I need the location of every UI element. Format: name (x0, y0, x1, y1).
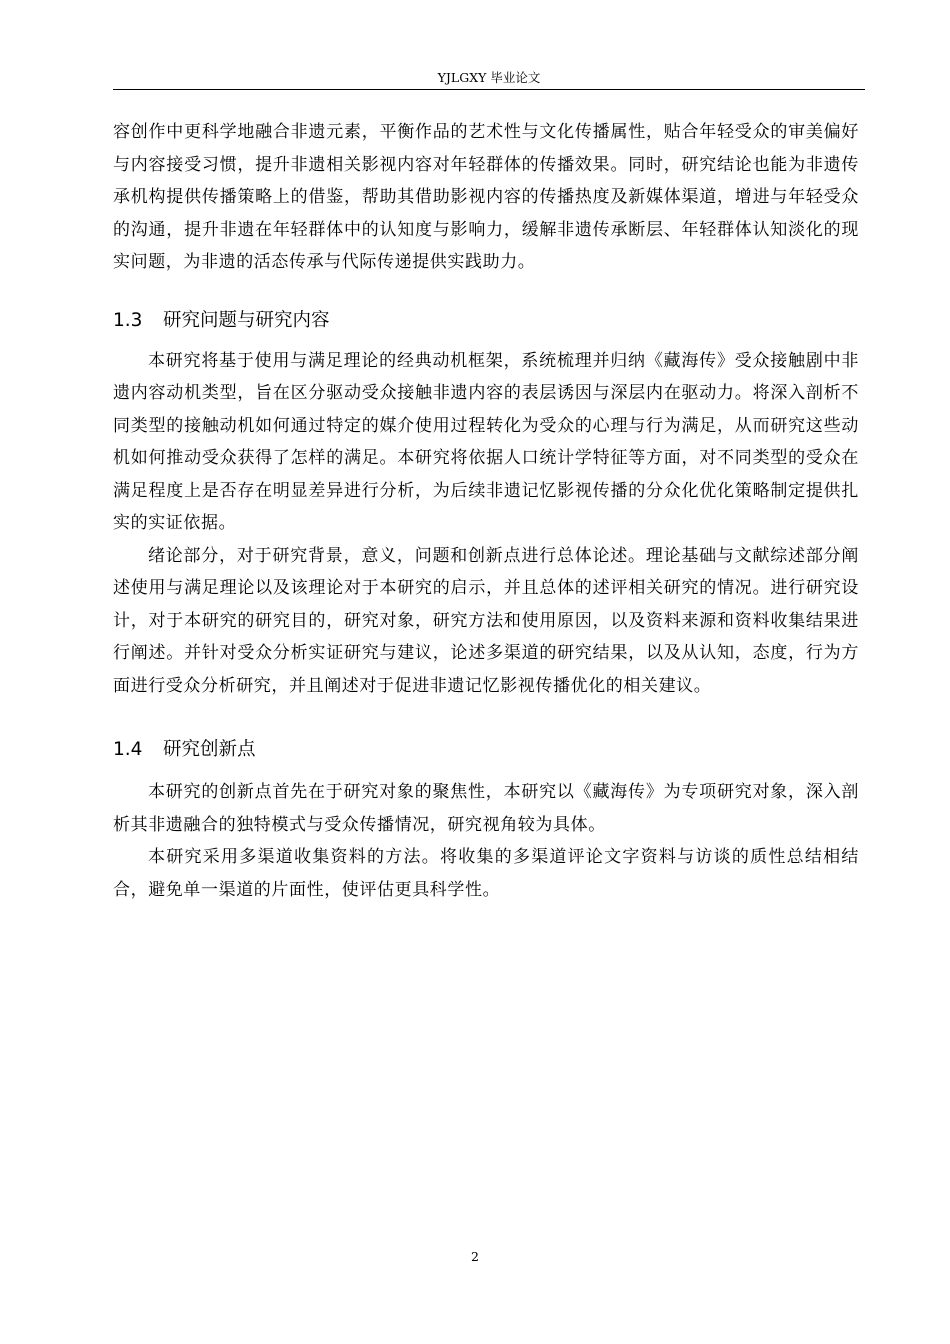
section-number: 1.3 (113, 309, 143, 331)
header-title: YJLGXY 毕业论文 (437, 70, 541, 85)
body-paragraph: 本研究将基于使用与满足理论的经典动机框架，系统梳理并归纳《藏海传》受众接触剧中非遗内容动机类型，旨在区分驱动受众接触非遗内容的表层诱因与深层内在驱动力。将深入剖析不同类型的接触动机如何通过特定的媒介使用过程转化为受众的心理与行为满足，从而研究这些动机如何推动受众获得了怎样的满足。本研究将依据人口统计学特征等方面，对不同类型的受众在满足程度上是否存在明显差异进行分析，为后续非遗记忆影视传播的分众化优化策略制定提供扎实的实证依据。 (113, 350, 859, 533)
section-heading-1-4 (113, 734, 859, 766)
section-title: 研究问题与研究内容 (163, 309, 330, 331)
body-paragraph: 绪论部分，对于研究背景，意义，问题和创新点进行总体论述。理论基础与文献综述部分阐述使用与满足理论以及该理论对于本研究的启示，并且总体的述评相关研究的情况。进行研究设计，对于本研究的研究目的，研究对象，研究方法和使用原因，以及资料来源和资料收集结果进行阐述。并针对受众分析实证研究与建议，论述多渠道的研究结果，以及从认知，态度，行为方面进行受众分析研究，并且阐述对于促进非遗记忆影视传播优化的相关建议。 (113, 545, 859, 696)
page-header (113, 68, 865, 90)
document-body (113, 116, 859, 906)
section-number: 1.4 (113, 739, 143, 760)
page-number: 2 (471, 1249, 479, 1264)
continuation-paragraph: 容创作中更科学地融合非遗元素，平衡作品的艺术性与文化传播属性，贴合年轻受众的审美偏好与内容接受习惯，提升非遗相关影视内容对年轻群体的传播效果。同时，研究结论也能为非遗传承机构提供传播策略上的借鉴，帮助其借助影视内容的传播热度及新媒体渠道，增进与年轻受众的沟通，提升非遗在年轻群体中的认知度与影响力，缓解非遗传承断层、年轻群体认知淡化的现实问题，为非遗的活态传承与代际传递提供实践助力。 (113, 122, 859, 272)
body-paragraph: 本研究的创新点首先在于研究对象的聚焦性，本研究以《藏海传》为专项研究对象，深入剖析其非遗融合的独特模式与受众传播情况，研究视角较为具体。 (113, 782, 859, 835)
section-title: 研究创新点 (163, 739, 256, 760)
body-paragraph: 本研究采用多渠道收集资料的方法。将收集的多渠道评论文字资料与访谈的质性总结相结合，避免单一渠道的片面性，使评估更具科学性。 (113, 847, 859, 900)
section-heading-1-3 (113, 305, 859, 337)
